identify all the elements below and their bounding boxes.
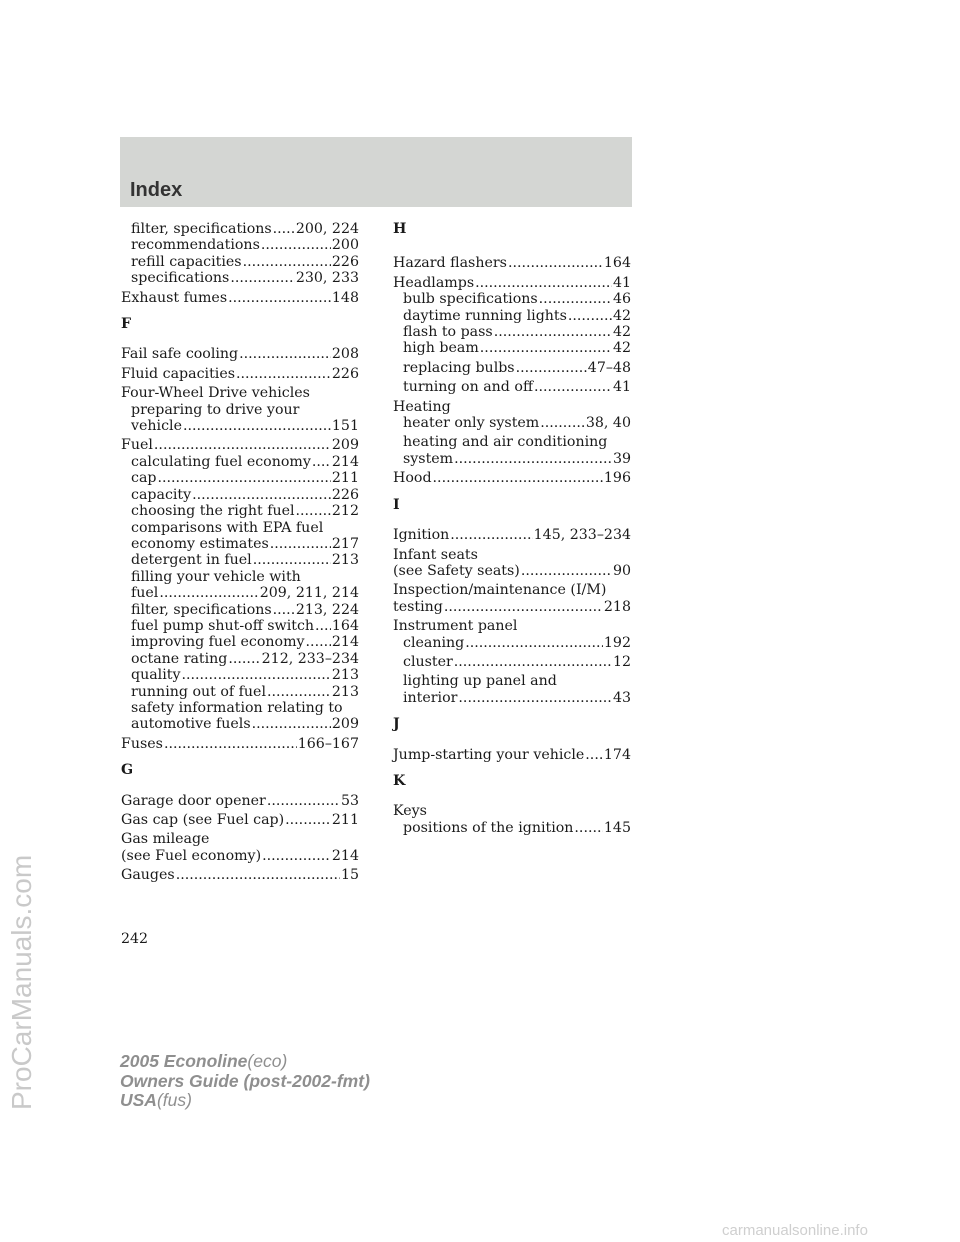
entry-page-ref: 43 [612,689,631,706]
section-letter: G [121,762,134,779]
dot-leader [296,503,331,519]
entry-label: improving fuel economy [131,634,305,651]
entry-label: system [403,450,454,467]
entry-page-ref: 200 [331,237,359,254]
dot-leader [475,275,612,291]
dot-leader [516,360,587,376]
entry-label: Garage door opener [121,792,266,809]
entry-label: heater only system [403,415,540,432]
index-entry [393,527,631,543]
entry-page-ref: 90 [612,562,631,579]
index-entry [121,536,359,552]
entry-label: cap [131,470,157,487]
index-heading: safety information relating to [131,699,343,716]
index-entry [393,654,631,670]
entry-page-ref: 217 [331,535,359,552]
index-heading: Inspection/maintenance (I/M) [393,582,607,599]
dot-leader [433,470,603,486]
dot-leader [228,290,331,306]
entry-label: Headlamps [393,274,475,291]
index-entry [121,618,359,634]
entry-label: daytime running lights [403,307,567,324]
entry-page-ref: 15 [340,867,359,884]
entry-page-ref: 47–48 [587,359,631,376]
index-entry [121,366,359,382]
index-entry [121,585,359,601]
entry-page-ref: 53 [340,792,359,809]
index-entry [121,290,359,306]
entry-page-ref: 214 [331,847,359,864]
entry-label: economy estimates [131,535,269,552]
entry-page-ref: 192 [603,634,631,651]
entry-page-ref: 12 [612,653,631,670]
entry-label: Hazard flashers [393,255,507,272]
index-heading: Infant seats [393,546,478,563]
index-entry [121,418,359,434]
index-heading: preparing to drive your [131,401,300,418]
entry-label: cleaning [403,634,465,651]
entry-label: turning on and off [403,379,534,396]
dot-leader [164,736,297,752]
entry-page-ref: 213, 224 [295,601,359,618]
page-title: Index [130,179,183,201]
dot-leader [239,346,331,362]
dot-leader [534,379,612,395]
entry-label: Jump-starting your vehicle [393,746,585,763]
dot-leader [450,527,532,543]
page-number: 242 [121,931,149,947]
dot-leader [444,599,603,615]
entry-label: Exhaust fumes [121,289,228,306]
entry-label: Hood [393,470,432,487]
index-entry [121,651,359,667]
entry-page-ref: 214 [331,634,359,651]
index-entry [393,599,631,615]
dot-leader [539,291,612,307]
dot-leader [574,820,602,836]
index-entry [393,340,631,356]
entry-page-ref: 41 [612,274,631,291]
dot-leader [176,867,340,883]
dot-leader [192,487,331,503]
index-entry [121,254,359,270]
index-entry [393,451,631,467]
dot-leader [243,254,331,270]
entry-label: automotive fuels [131,716,251,733]
footer-guide: Owners Guide (post-2002-fmt) [120,1070,370,1091]
entry-page-ref: 212 [331,503,359,520]
footer-model: 2005 Econoline [120,1051,248,1071]
dot-leader [273,602,295,618]
entry-page-ref: 218 [603,598,631,615]
entry-label: Fluid capacities [121,365,235,382]
dot-leader [181,667,330,683]
entry-page-ref: 212, 233–234 [261,650,359,667]
index-entry [121,667,359,683]
index-entry [121,848,359,864]
index-heading: filling your vehicle with [131,568,301,585]
dot-leader [228,651,260,667]
footer-model-code: (eco) [247,1051,288,1071]
entry-page-ref: 166–167 [297,735,359,752]
entry-page-ref: 42 [612,307,631,324]
entry-label: choosing the right fuel [131,503,295,520]
entry-label: vehicle [131,418,182,435]
entry-label: high beam [403,340,479,357]
index-column-left [121,221,359,884]
dot-leader [568,308,612,324]
dot-leader [458,690,612,706]
index-entry [393,360,631,376]
entry-label: Fail safe cooling [121,346,239,363]
entry-page-ref: 41 [612,379,631,396]
dot-leader [306,634,331,650]
entry-page-ref: 145 [603,819,631,836]
entry-label: testing [393,598,443,615]
entry-page-ref: 209 [331,716,359,733]
dot-leader [480,340,612,356]
index-entry [121,552,359,568]
dot-leader [253,552,331,568]
entry-page-ref: 196 [603,470,631,487]
index-entry [393,275,631,291]
index-entry [393,563,631,579]
index-entry [393,747,631,763]
dot-leader [261,237,331,253]
dot-leader [312,454,331,470]
index-entry [393,308,631,324]
dot-leader [585,747,603,763]
index-entry [393,255,631,271]
index-entry [121,602,359,618]
entry-page-ref: 164 [331,617,359,634]
entry-page-ref: 226 [331,253,359,270]
index-entry [121,867,359,883]
footer-region-code: (fus) [156,1090,192,1110]
entry-label: specifications [131,270,230,287]
dot-leader [273,221,295,237]
index-entry [393,820,631,836]
index-entry [121,684,359,700]
entry-label: positions of the ignition [403,819,574,836]
dot-leader [270,536,331,552]
index-entry [121,812,359,828]
entry-label: cluster [403,653,453,670]
dot-leader [454,654,612,670]
entry-page-ref: 42 [612,324,631,341]
index-entry [121,221,359,237]
index-entry [121,736,359,752]
entry-page-ref: 208 [331,346,359,363]
dot-leader [494,324,612,340]
dot-leader [252,716,331,732]
index-entry [393,379,631,395]
dot-leader [465,635,603,651]
section-letter: I [393,496,400,513]
index-entry [121,716,359,732]
entry-label: (see Safety seats) [393,562,520,579]
section-letter: J [393,716,400,733]
entry-label: Fuel [121,437,153,454]
entry-page-ref: 174 [603,746,631,763]
entry-page-ref: 211 [331,812,359,828]
entry-label: Gas cap (see Fuel cap) [121,812,285,828]
index-entry [393,415,631,431]
dot-leader [158,470,331,486]
entry-page-ref: 209 [331,437,359,454]
section-letter: K [393,772,406,789]
document-footer [120,1052,370,1111]
entry-page-ref: 145, 233–234 [533,527,631,544]
entry-page-ref: 226 [331,486,359,503]
entry-label: capacity [131,486,192,503]
dot-leader [159,585,258,601]
dot-leader [315,618,331,634]
index-heading: heating and air conditioning [403,434,608,451]
entry-page-ref: 226 [331,365,359,382]
section-letter: H [393,221,407,237]
index-heading: Gas mileage [121,831,210,848]
index-entry [121,454,359,470]
index-heading: lighting up panel and [403,673,557,690]
dot-leader [267,684,331,700]
entry-label: (see Fuel economy) [121,847,262,864]
entry-label: Ignition [393,527,450,544]
dot-leader [267,793,340,809]
dot-leader [508,255,603,271]
index-entry [393,690,631,706]
dot-leader [521,563,612,579]
entry-label: filter, specifications [131,601,272,618]
index-entry [121,346,359,362]
entry-label: Gauges [121,867,175,884]
entry-label: quality [131,667,181,684]
entry-page-ref: 39 [612,450,631,467]
index-entry [393,291,631,307]
entry-label: recommendations [131,237,260,254]
entry-label: fuel [131,585,159,602]
dot-leader [262,848,331,864]
index-entry [121,270,359,286]
dot-leader [454,451,612,467]
entry-page-ref: 213 [331,667,359,684]
dot-leader [183,418,331,434]
entry-label: octane rating [131,650,228,667]
entry-label: replacing bulbs [403,359,515,376]
entry-label: running out of fuel [131,683,266,700]
entry-page-ref: 213 [331,552,359,569]
entry-page-ref: 148 [331,289,359,306]
index-entry [121,487,359,503]
index-heading: Four-Wheel Drive vehicles [121,385,310,402]
index-entry [121,503,359,519]
entry-label: fuel pump shut-off switch [131,617,315,634]
entry-page-ref: 200, 224 [295,221,359,237]
bottom-watermark: carmanualsonline.info [722,1222,868,1239]
entry-label: refill capacities [131,253,242,270]
header-band [120,137,632,207]
section-letter: F [121,316,132,333]
entry-label: bulb specifications [403,291,538,308]
entry-page-ref: 42 [612,340,631,357]
entry-page-ref: 213 [331,683,359,700]
entry-label: Fuses [121,735,163,752]
entry-label: flash to pass [403,324,493,341]
footer-region: USA [120,1090,157,1110]
index-entry [393,470,631,486]
entry-label: detergent in fuel [131,552,252,569]
index-heading: Instrument panel [393,618,518,635]
index-entry [121,634,359,650]
side-watermark: ProCarManuals.com [6,854,37,1110]
index-entry [393,635,631,651]
dot-leader [236,366,331,382]
dot-leader [540,415,585,431]
entry-page-ref: 230, 233 [295,270,359,287]
entry-page-ref: 46 [612,291,631,308]
entry-label: calculating fuel economy [131,453,311,470]
dot-leader [285,812,331,828]
index-entry [121,237,359,253]
index-heading: Heating [393,398,451,415]
entry-page-ref: 38, 40 [585,415,631,432]
entry-page-ref: 211 [331,470,359,487]
index-heading: comparisons with EPA fuel [131,519,324,536]
index-entry [393,324,631,340]
dot-leader [230,270,295,286]
entry-page-ref: 214 [331,453,359,470]
entry-page-ref: 164 [603,255,631,272]
index-heading: Keys [393,803,427,820]
entry-page-ref: 151 [331,418,359,435]
index-entry [121,470,359,486]
entry-label: filter, specifications [131,221,272,237]
index-entry [121,437,359,453]
index-column-right [393,221,631,836]
entry-page-ref: 209, 211, 214 [259,585,359,602]
index-entry [121,793,359,809]
entry-label: interior [403,689,458,706]
dot-leader [154,437,331,453]
